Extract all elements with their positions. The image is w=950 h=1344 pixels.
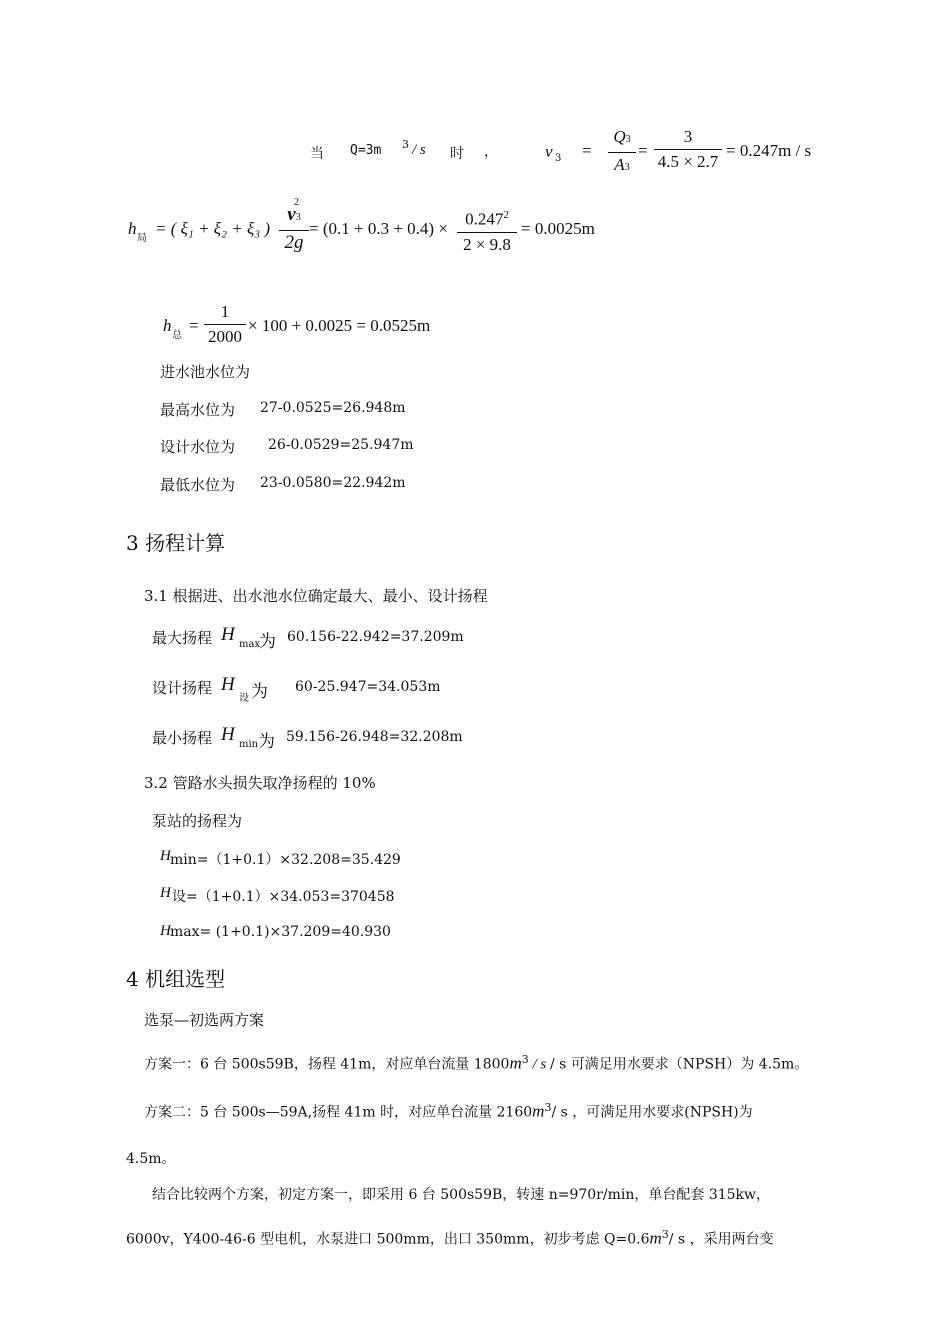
comma-text: ， — [484, 144, 498, 160]
head-symbol: H — [221, 724, 235, 745]
head-subscript: min — [239, 739, 259, 750]
pump-selection-intro: 选泵—初选两方案 — [144, 1011, 265, 1029]
head-row-prefix: 最大扬程 — [152, 629, 213, 647]
fraction-v-squared-over-2g: v3 2 2g — [279, 205, 309, 253]
fraction-1-over-2000: 1 2000 — [204, 302, 246, 347]
station-head-value: max= (1+0.1)×37.209=40.930 — [170, 924, 391, 940]
head-row-value: 60-25.947=34.053m — [295, 679, 441, 695]
when-text: 当 — [310, 146, 324, 162]
h-total-symbol: h — [163, 316, 172, 335]
fraction-velocity-squared: 0.247$^2$ 2 × 9.8 — [457, 205, 517, 255]
conclusion-line-2: 6000v，Y400-46-6 型电机，水泵进口 500mm，出口 350mm，初步考虑 $Q=0.6m^3/$ s ，采用两台变 — [126, 1228, 774, 1248]
level-value: 27-0.0525=26.948m — [260, 400, 406, 416]
h-local-subscript: 局 — [137, 233, 147, 244]
head-subscript: max — [239, 639, 261, 650]
level-label: 最高水位为 — [160, 401, 236, 419]
equals-sign-3: = — [189, 316, 199, 335]
head-row-suffix: 为 — [251, 682, 268, 702]
section-4-heading: 4 机组选型 — [126, 967, 226, 991]
station-head-symbol: H — [160, 885, 171, 901]
subsection-3-2: 3.2 管路水头损失取净扬程的 10% — [144, 774, 376, 792]
h-total-subscript: 总 — [172, 330, 182, 341]
head-row-value: 59.156-26.948=32.208m — [286, 729, 463, 745]
level-label: 设计水位为 — [160, 438, 236, 456]
head-subscript: 设 — [239, 693, 249, 704]
xi-sum: = ( ξ₁ + ξ₂ + ξ₃ ) — [155, 219, 271, 238]
velocity-result: = 0.247m / s — [726, 141, 812, 160]
station-head-symbol: H — [160, 923, 171, 939]
flow-value: Q=3m — [350, 143, 382, 158]
conclusion-line-1: 结合比较两个方案，初定方案一，即采用 6 台 500s59B，转速 n=970r/min，单台配套 315kw， — [152, 1187, 771, 1203]
station-head-symbol: H — [160, 848, 171, 864]
total-loss-result: × 100 + 0.0025 = 0.0525m — [248, 316, 431, 335]
velocity-symbol: v — [545, 142, 553, 161]
level-value: 26-0.0529=25.947m — [268, 437, 414, 453]
fraction-q-over-a: Q3 A3 — [608, 127, 636, 178]
local-loss-result: = 0.0025m — [521, 219, 595, 238]
level-label: 最低水位为 — [160, 476, 236, 494]
h-local-symbol: h — [128, 219, 137, 238]
equals-sign-2: = — [638, 141, 648, 160]
head-row-value: 60.156-22.942=37.209m — [287, 629, 464, 645]
head-symbol: H — [221, 624, 235, 645]
station-head-value: min=（1+0.1）×32.208=35.429 — [170, 852, 401, 868]
head-row-prefix: 设计扬程 — [152, 679, 213, 697]
shi-text: 时 — [450, 146, 464, 162]
station-head-title: 泵站的扬程为 — [152, 812, 243, 830]
section-3-heading: 3 扬程计算 — [126, 531, 226, 555]
station-head-value: 设=（1+0.1）×34.053=370458 — [172, 889, 395, 905]
coefficient-expression: = (0.1 + 0.3 + 0.4) × — [309, 219, 448, 238]
plan-two-continuation: 4.5m。 — [126, 1151, 176, 1167]
head-row-suffix: 为 — [258, 732, 275, 752]
head-row-prefix: 最小扬程 — [152, 729, 213, 747]
head-row-suffix: 为 — [259, 632, 276, 652]
equals-sign: = — [582, 141, 592, 160]
plan-two-paragraph: 方案二：5 台 500s—59A,扬程 41m 时，对应单台流量 $2160m^3/$ s ，可满足用水要求(NPSH)为 — [144, 1101, 753, 1121]
intake-title: 进水池水位为 — [160, 363, 251, 381]
velocity-subscript: 3 — [555, 153, 562, 164]
subsection-3-1: 3.1 根据进、出水池水位确定最大、最小、设计扬程 — [144, 587, 488, 605]
fraction-3-over-area: 3 4.5 × 2.7 — [654, 127, 722, 172]
level-value: 23-0.0580=22.942m — [260, 475, 406, 491]
flow-unit: / s — [412, 142, 426, 158]
plan-one-paragraph: 方案一：6 台 500s59B，扬程 41m，对应单台流量 $1800m^3$ / s / s 可满足用水要求（NPSH）为 4.5m。 — [144, 1053, 809, 1073]
head-symbol: H — [221, 674, 235, 695]
flow-superscript: 3 — [402, 138, 409, 151]
